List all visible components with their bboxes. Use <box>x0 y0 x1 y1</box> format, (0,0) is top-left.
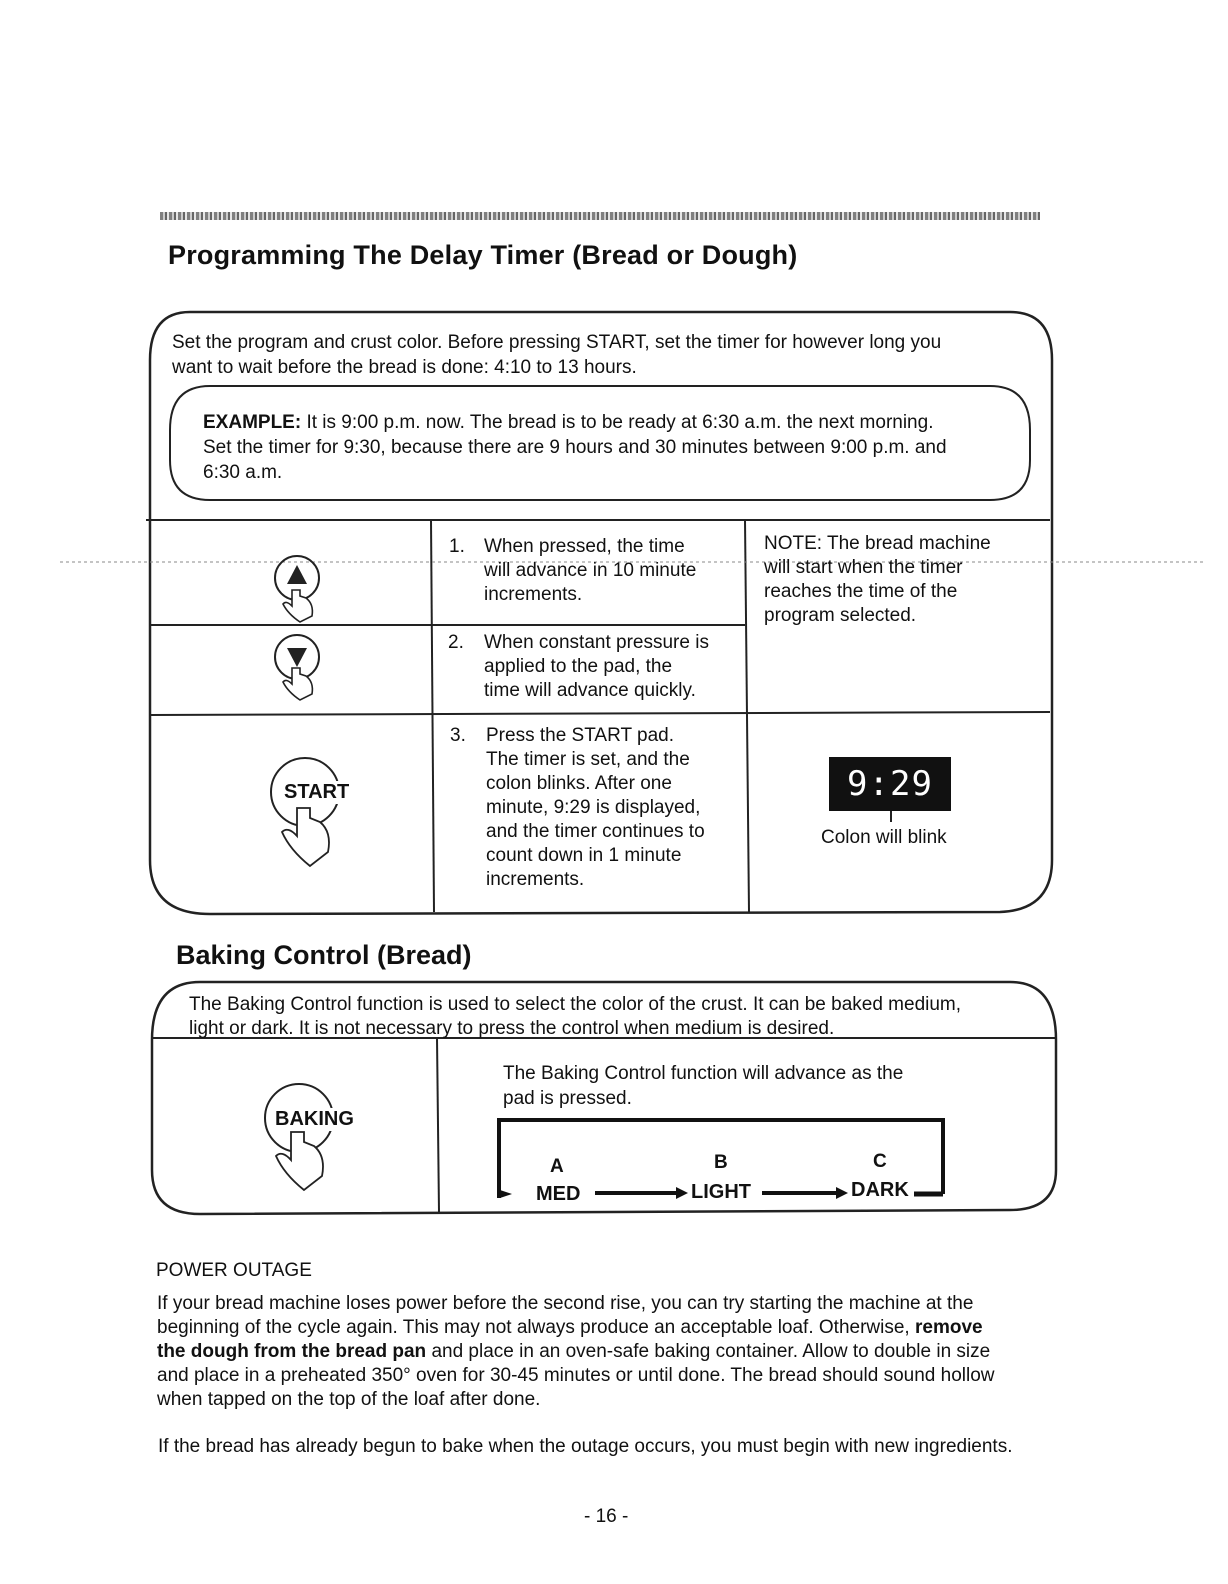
step-2-text <box>484 631 709 703</box>
sequence-word-light: LIGHT <box>691 1181 751 1203</box>
start-button-label: START <box>284 781 350 803</box>
example-line-3: 6:30 a.m. <box>203 462 283 483</box>
baking-intro-line-2: light or dark. It is not necessary to press the control when medium is desired. <box>189 1018 835 1039</box>
start-button-icon <box>271 758 339 866</box>
text-run: and place in an oven-safe baking container. Allow to double in size <box>426 1341 991 1362</box>
sequence-word-med: MED <box>536 1183 581 1205</box>
outage-paragraph-2: If the bread has already begun to bake when the outage occurs, you must begin with new ingredients. <box>158 1436 1013 1457</box>
delay-intro-line-1: Set the program and crust color. Before pressing START, set the timer for however long you <box>172 332 942 353</box>
baking-intro-line-1: The Baking Control function is used to select the color of the crust. It can be baked medium, <box>189 994 962 1015</box>
page-title: Programming The Delay Timer (Bread or Dough) <box>168 240 798 270</box>
note-line: reaches the time of the <box>764 581 958 602</box>
step-1-number: 1. <box>449 536 465 557</box>
display-caption: Colon will blink <box>821 827 947 848</box>
sequence-letter-c: C <box>873 1151 887 1172</box>
sequence-letter-a: A <box>550 1156 564 1177</box>
paragraph-line: If your bread machine loses power before the second rise, you can try starting the machine at the <box>157 1293 974 1314</box>
step-line: When pressed, the time <box>484 536 685 557</box>
step-line: increments. <box>486 869 585 890</box>
grid-line <box>437 1038 439 1212</box>
grid-line <box>431 520 434 912</box>
step-line: When constant pressure is <box>484 632 709 653</box>
delay-intro-line-2: want to wait before the bread is done: 4:10 to 13 hours. <box>172 357 637 378</box>
sequence-letter-b: B <box>714 1152 728 1173</box>
step-line: The timer is set, and the <box>486 749 690 770</box>
baking-desc-line-1: The Baking Control function will advance as the <box>503 1063 904 1084</box>
step-line: applied to the pad, the <box>484 656 673 677</box>
note-line: NOTE: The bread machine <box>764 533 991 554</box>
step-line: count down in 1 minute <box>486 845 682 866</box>
step-3-number: 3. <box>450 725 466 746</box>
example-text: It is 9:00 p.m. now. The bread is to be ready at 6:30 a.m. the next morning. <box>301 412 934 433</box>
paragraph-line: when tapped on the top of the loaf after done. <box>157 1389 541 1410</box>
up-arrow-button-icon <box>275 556 319 622</box>
grid-line <box>150 712 1050 715</box>
note-line: program selected. <box>764 605 917 626</box>
paragraph-line <box>157 1340 995 1364</box>
sequence-word-dark: DARK <box>851 1179 909 1201</box>
note-text <box>764 532 991 628</box>
step-line: will advance in 10 minute <box>484 560 697 581</box>
step-line: increments. <box>484 584 583 605</box>
example-line-1 <box>203 410 933 435</box>
paragraph-line <box>157 1316 995 1340</box>
step-line: Press the START pad. <box>486 725 674 746</box>
note-line: will start when the timer <box>764 557 963 578</box>
power-outage-title: POWER OUTAGE <box>156 1260 312 1281</box>
example-line-2: Set the timer for 9:30, because there are 9 hours and 30 minutes between 9:00 p.m. and <box>203 437 947 458</box>
step-line: colon blinks. After one <box>486 773 672 794</box>
down-arrow-button-icon <box>275 635 319 700</box>
step-1-text <box>484 535 696 607</box>
paragraph-line: and place in a preheated 350° oven for 30-45 minutes or until done. The bread should sound hollow <box>157 1365 995 1386</box>
bold-run: the dough from the bread pan <box>157 1341 427 1362</box>
grid-line <box>745 520 749 912</box>
step-2-number: 2. <box>448 632 464 653</box>
step-3-text <box>486 724 705 892</box>
baking-control-title: Baking Control (Bread) <box>176 940 472 970</box>
step-line: and the timer continues to <box>486 821 705 842</box>
timer-display: 9:29 <box>829 757 951 811</box>
baking-button-icon <box>265 1084 333 1190</box>
example-label: EXAMPLE: <box>203 412 302 433</box>
page-number: - 16 - <box>584 1506 629 1527</box>
step-line: time will advance quickly. <box>484 680 696 701</box>
step-line: minute, 9:29 is displayed, <box>486 797 701 818</box>
baking-button-label: BAKING <box>275 1108 354 1130</box>
baking-desc-line-2: pad is pressed. <box>503 1088 632 1109</box>
outage-paragraph-1 <box>157 1292 995 1412</box>
bold-run: remove <box>914 1317 983 1338</box>
text-run: beginning of the cycle again. This may not always produce an acceptable loaf. Otherwise, <box>157 1317 915 1338</box>
